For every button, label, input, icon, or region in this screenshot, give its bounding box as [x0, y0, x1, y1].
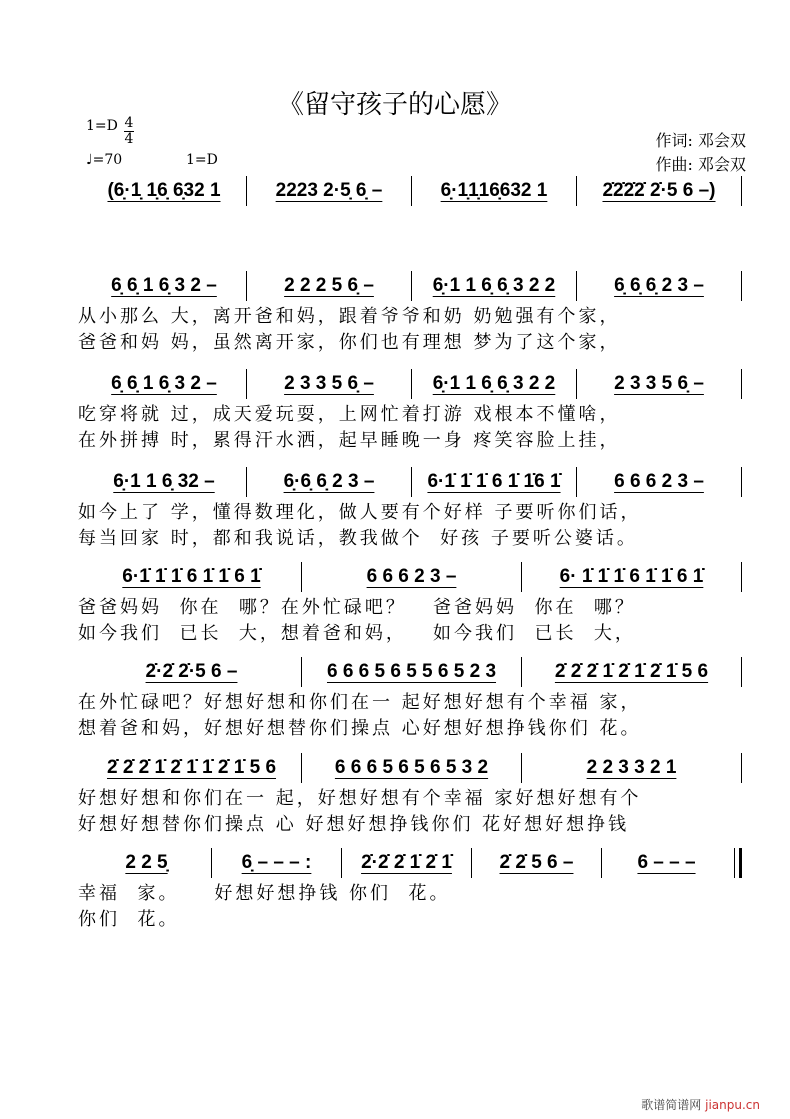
measure: 2̇ 2̇ 5 6 – [499, 852, 574, 873]
composer-credit: 作曲: 邓会双 [655, 155, 746, 174]
lyric-line: 好想好想和你们在一 起，好想好想有个幸福 家好想好想有个 [78, 788, 642, 809]
time-signature [124, 116, 134, 147]
measure: 2̇2̇2̇2̇ 2̇·5 6 –) [602, 180, 716, 201]
lyric-line: 从小那么 大，离开爸和妈，跟着爷爷和奶 奶勉强有个家， [78, 306, 621, 327]
lyric-line: 爸爸妈妈 你在 哪？在外忙碌吧？ 爸爸妈妈 你在 哪？ [78, 597, 636, 618]
tempo-marking: ♩=70 [86, 152, 123, 168]
barline [741, 369, 742, 399]
staff-system [82, 271, 742, 301]
measure: 6 – – – [637, 852, 696, 873]
key-change: 1=D [186, 152, 218, 168]
lyric-line: 你们 花。 [78, 909, 180, 930]
measure: 2 3 3 5 6̣ – [614, 373, 704, 394]
measure: 2̇ 2̇ 2̇ 1̇ 2̇ 1̇ 2̇ 1̇ 5 6 [554, 661, 709, 682]
measure: 6 6 6 5 6 5 6 5 3 2 [334, 757, 489, 778]
lyricist-credit: 作词: 邓会双 [655, 131, 746, 150]
measure: 6̣ 6̣ 6̣ 2 3 – [614, 275, 704, 296]
measure: 6̣ 6̣ 1 6̣ 3 2 – [111, 275, 217, 296]
measure: 2 3 3 5 6̣ – [284, 373, 374, 394]
barline [741, 657, 742, 687]
measure: 6·1̇ 1̇ 1̇ 6 1̇ 1̇6 1̇ [427, 471, 561, 492]
lyric-line: 如今我们 已长 大，想着爸和妈， 如今我们 已长 大， [78, 623, 636, 644]
measure: 6̣ 6̣ 1 6̣ 3 2 – [111, 373, 217, 394]
lyric-line: 想着爸和妈，好想好想替你们操点 心好想好想挣钱你们 花。 [78, 718, 642, 739]
measure: 6̣·1 1 6̣ 6̣ 3 2 2 [432, 275, 556, 296]
barline [741, 176, 742, 206]
measure: 6̣·1 1 6̣ 6̣ 3 2 2 [432, 373, 556, 394]
staff-system [82, 467, 742, 497]
time-top: 4 [124, 115, 134, 131]
final-barline [734, 848, 742, 878]
song-title: 《留守孩子的心愿》 [277, 90, 512, 120]
measure: 2̇·2̇ 2̇ 1̇ 2̇ 1̇ [361, 852, 452, 873]
watermark-site: 歌谱简谱网 [641, 1098, 702, 1112]
time-bottom: 4 [124, 131, 134, 147]
lyric-line: 如今上了 学，懂得数理化，做人要有个好样 子要听你们话， [78, 502, 642, 523]
barline [741, 271, 742, 301]
measure: 6 6 6 2 3 – [366, 566, 457, 587]
measure: 6· 1̇ 1̇ 1̇ 6 1̇ 1̇ 6 1̇ [559, 566, 704, 587]
lyric-line: 好想好想替你们操点 心 好想好想挣钱你们 花好想好想挣钱 [78, 814, 630, 835]
staff-system [82, 369, 742, 399]
key-signature: 1=D [86, 118, 118, 134]
lyric-line: 在外拼搏 时，累得汗水洒，起早睡晚一身 疼笑容脸上挂， [78, 430, 621, 451]
staff-system [82, 657, 742, 687]
measure: 2223 2·5̣ 6̣ – [275, 180, 383, 201]
measure: (6̣·1̣ 1̣6̣ 6̣32 1 [107, 180, 221, 201]
staff-system [82, 848, 742, 878]
measure: 2̇·2̇ 2̇·5 6 – [145, 661, 238, 682]
staff-system [82, 562, 742, 592]
lyric-line: 爸爸和妈 妈，虽然离开家，你们也有理想 梦为了这个家， [78, 332, 621, 353]
measure: 2 2 3 3 2 1 [586, 757, 677, 778]
measure: 6̣ – – – : [241, 852, 312, 873]
measure: 6·1̇ 1̇ 1̇ 6 1̇ 1̇ 6 1̇ [122, 566, 261, 587]
barline [741, 562, 742, 592]
lyric-line: 幸福 家。 好想好想挣钱 你们 花。 [78, 883, 451, 904]
watermark-url: jianpu.cn [705, 1098, 760, 1112]
measure: 6 6 6 5 6 5 5 6 5 2 3 [326, 661, 497, 682]
barline [741, 467, 742, 497]
lyric-line: 在外忙碌吧？好想好想和你们在一 起好想好想有个幸福 家， [78, 692, 642, 713]
measure: 6̣·1̣1̣16̣632 1 [440, 180, 548, 201]
lyric-line: 吃穿将就 过，成天爱玩耍，上网忙着打游 戏根本不懂啥， [78, 404, 621, 425]
staff-system [82, 176, 742, 206]
measure: 6̣·6̣ 6̣ 2 3 – [283, 471, 375, 492]
measure: 2̇ 2̇ 2̇ 1̇ 2̇ 1̇ 1̇ 2̇ 1̇ 5 6 [106, 757, 277, 778]
measure: 2 2 2 5 6̣ – [284, 275, 374, 296]
watermark [641, 1096, 760, 1113]
barline [741, 753, 742, 783]
measure: 2 2 5̣ [125, 852, 168, 873]
measure: 6 6 6 2 3 – [614, 471, 704, 492]
measure: 6̣·1 1 6̣ 32 – [113, 471, 215, 492]
lyric-line: 每当回家 时，都和我说话，教我做个 好孩 子要听公婆话。 [78, 528, 638, 549]
staff-system [82, 753, 742, 783]
